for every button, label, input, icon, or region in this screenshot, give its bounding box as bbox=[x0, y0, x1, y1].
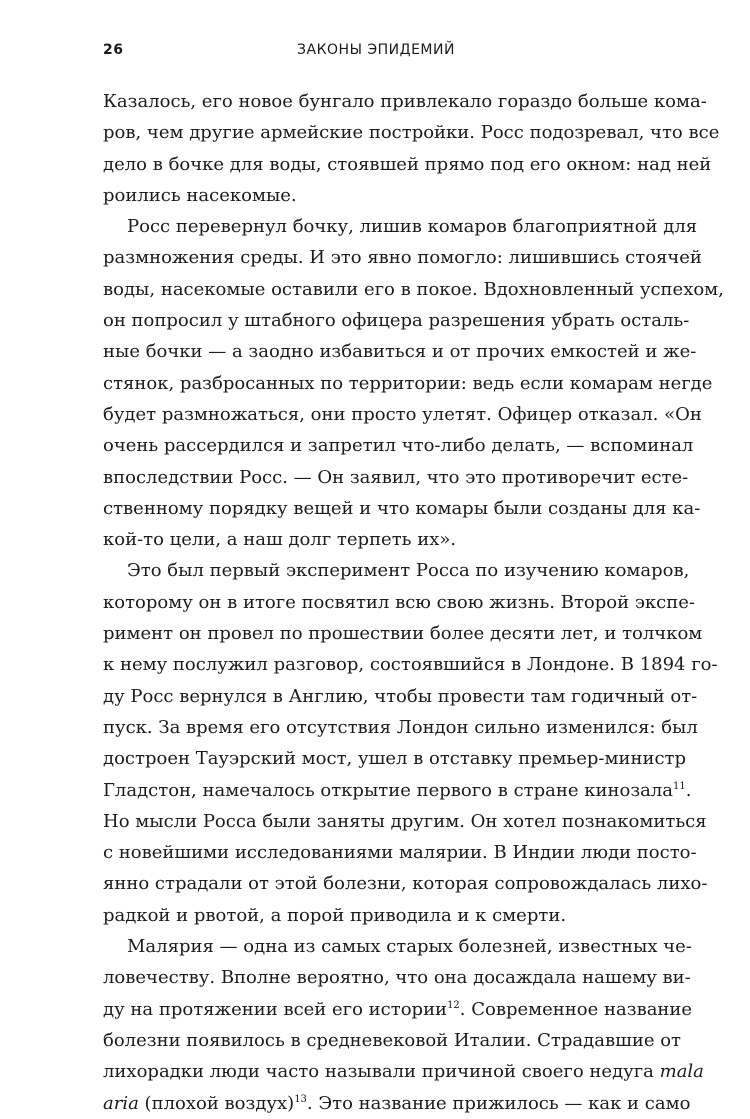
text-line bbox=[103, 1088, 691, 1119]
line-text: будет размножаться, они просто улетят. Офицер отказал. «Он bbox=[103, 403, 702, 425]
text-line bbox=[103, 806, 707, 837]
text-line bbox=[103, 211, 698, 242]
line-text: воды, насекомые оставили его в покое. Вдохновленный успехом, bbox=[103, 278, 724, 300]
text-line bbox=[103, 117, 720, 148]
text-line bbox=[103, 86, 707, 117]
text-line bbox=[103, 931, 692, 962]
line-text: очень рассердился и запретил что-либо делать, — вспоминал bbox=[103, 435, 694, 457]
body-text bbox=[103, 86, 724, 1119]
italic-term: mala bbox=[659, 1061, 704, 1083]
line-text: к нему послужил разговор, состоявшийся в Лондоне. В 1894 го- bbox=[103, 654, 718, 676]
text-line bbox=[103, 149, 712, 180]
text-line bbox=[103, 1025, 681, 1056]
text-line bbox=[103, 430, 694, 461]
line-text-tail: . Современное название bbox=[459, 998, 693, 1020]
line-text: ные бочки — а заодно избавиться и от прочих емкостей и же- bbox=[103, 341, 697, 363]
line-text: Гладстон, намечалось открытие первого в стране кинозала bbox=[103, 779, 674, 801]
line-text: стянок, разбросанных по территории: ведь если комарам негде bbox=[103, 372, 713, 394]
line-text: (плохой воздух) bbox=[138, 1092, 295, 1114]
line-text-tail: . Это название прижилось — как и само bbox=[306, 1092, 691, 1114]
text-line bbox=[103, 587, 695, 618]
line-text: впоследствии Росс. — Он заявил, что это противоречит есте- bbox=[103, 466, 689, 488]
running-title: ЗАКОНЫ ЭПИДЕМИЙ bbox=[297, 42, 455, 58]
footnote-reference[interactable]: 13 bbox=[294, 1093, 307, 1105]
line-text: радкой и рвотой, а порой приводила и к смерти. bbox=[103, 904, 567, 926]
text-line bbox=[103, 305, 690, 336]
line-text: болезни появилось в средневековой Италии. Страдавшие от bbox=[103, 1029, 681, 1051]
text-line bbox=[103, 712, 698, 743]
text-line bbox=[103, 618, 703, 649]
line-text: с новейшими исследованиями малярии. В Индии люди посто- bbox=[103, 842, 697, 864]
line-text: Но мысли Росса были заняты другим. Он хотел познакомиться bbox=[103, 810, 707, 832]
line-text: Росс перевернул бочку, лишив комаров благоприятной для bbox=[127, 216, 698, 238]
text-line bbox=[103, 555, 690, 586]
line-text: ров, чем другие армейские постройки. Росс подозревал, что все bbox=[103, 122, 720, 144]
page-number: 26 bbox=[103, 42, 124, 58]
line-text: размножения среды. И это явно помогло: лишившись стоячей bbox=[103, 247, 702, 269]
line-text: Казалось, его новое бунгало привлекало гораздо больше кома- bbox=[103, 91, 707, 112]
line-text: ловечеству. Вполне вероятно, что она досаждала нашему ви- bbox=[103, 967, 691, 989]
text-line bbox=[103, 524, 649, 555]
line-text: Это был первый эксперимент Росса по изучению комаров, bbox=[127, 560, 690, 582]
line-text: которому он в итоге посвятил всю свою жизнь. Второй экспе- bbox=[103, 591, 695, 613]
line-text: пуск. За время его отсутствия Лондон сильно изменился: был bbox=[103, 716, 698, 738]
line-text: достроен Тауэрский мост, ушел в отставку премьер-министр bbox=[103, 748, 687, 770]
line-text: лихорадки люди часто называли причиной своего недуга bbox=[103, 1061, 660, 1083]
text-line bbox=[103, 962, 691, 993]
line-text-tail: . bbox=[685, 779, 692, 801]
text-line bbox=[103, 462, 689, 493]
italic-term: aria bbox=[103, 1092, 139, 1114]
line-text: янно страдали от этой болезни, которая сопровождалась лихо- bbox=[103, 873, 708, 895]
text-line bbox=[103, 994, 693, 1025]
text-line bbox=[103, 681, 698, 712]
text-line bbox=[103, 274, 724, 305]
line-text: римент он провел по прошествии более десяти лет, и толчком bbox=[103, 623, 703, 645]
text-line bbox=[103, 242, 702, 273]
line-text: роились насекомые. bbox=[103, 184, 297, 206]
text-line bbox=[103, 837, 697, 868]
text-line bbox=[103, 368, 713, 399]
text-line bbox=[103, 775, 692, 806]
line-text: ду на протяжении всей его истории bbox=[103, 998, 448, 1020]
text-line bbox=[103, 399, 702, 430]
text-line bbox=[103, 1056, 704, 1087]
footnote-reference[interactable]: 12 bbox=[447, 999, 460, 1011]
text-line bbox=[103, 649, 718, 680]
text-line bbox=[103, 900, 649, 931]
line-text: ственному порядку вещей и что комары были созданы для ка- bbox=[103, 497, 701, 519]
text-line bbox=[103, 336, 697, 367]
line-text: Малярия — одна из самых старых болезней, известных че- bbox=[127, 936, 692, 958]
text-line bbox=[103, 868, 708, 899]
footnote-reference[interactable]: 11 bbox=[673, 780, 686, 792]
text-line bbox=[103, 493, 701, 524]
line-text: дело в бочке для воды, стоявшей прямо под его окном: над ней bbox=[103, 153, 712, 175]
line-text: ду Росс вернулся в Англию, чтобы провести там годичный от- bbox=[103, 685, 698, 707]
text-line bbox=[103, 180, 649, 211]
line-text: кой-то цели, а наш долг терпеть их». bbox=[103, 529, 457, 551]
running-head bbox=[103, 42, 649, 64]
text-line bbox=[103, 743, 687, 774]
line-text: он попросил у штабного офицера разрешения убрать осталь- bbox=[103, 310, 690, 332]
